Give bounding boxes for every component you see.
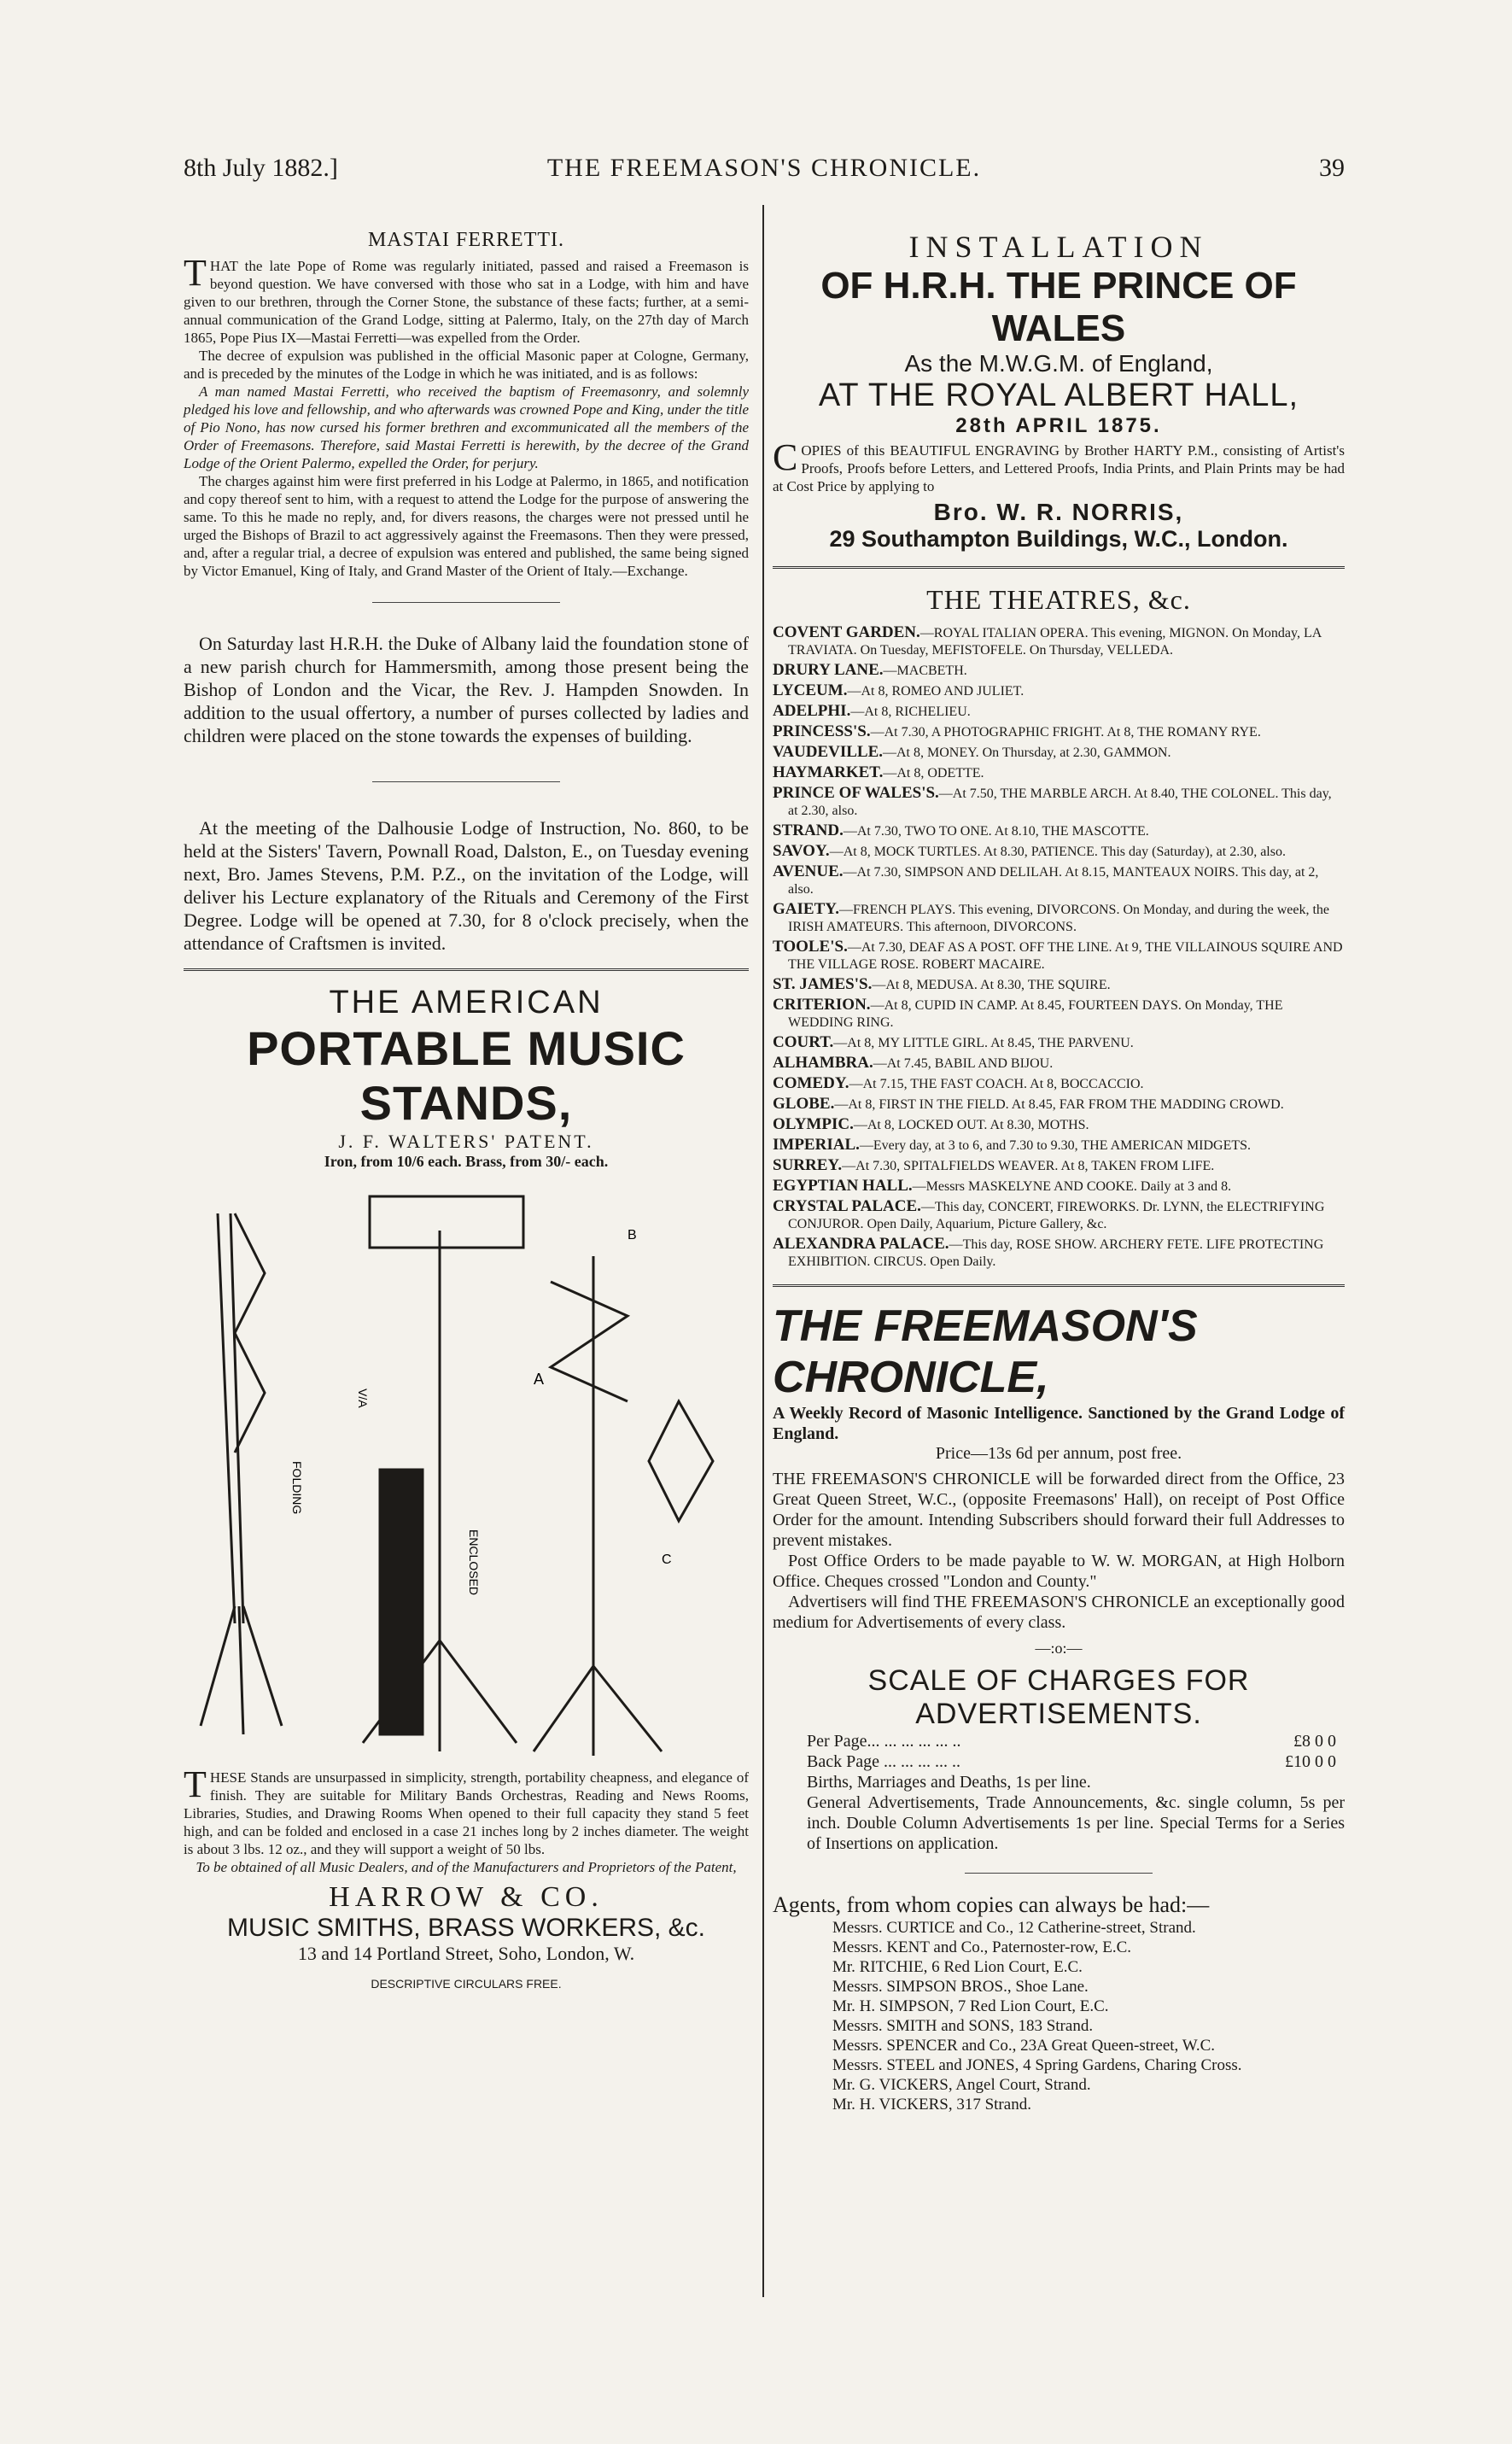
mastai-paragraph-1: THAT the late Pope of Rome was regularly initiated, passed and raised a Freemason is beyond question. We have conversed with those who sat in a Lodge, with him and have given to our brethren, through the Corner Stone, the substance of these facts; further, at a semi-annual communication of the Grand Lodge, sitting at Palermo, Italy, on the 27th day of March 1865, Pope Pius IX—Mastai Ferretti—was expelled from the Order.	[184, 252, 749, 346]
agent-entry: Messrs. STEEL and JONES, 4 Spring Gardens, Charing Cross.	[832, 2056, 1242, 2074]
theatre-details: —At 8, ODETTE.	[883, 766, 984, 781]
ad-address: 13 and 14 Portland Street, Soho, London, W.	[297, 1943, 635, 1964]
charge-row-back-page	[807, 1751, 1336, 1772]
install-body: COPIES of this BEAUTIFUL ENGRAVING by Brother HARTY P.M., consisting of Artist's Proofs, Proofs before Letters, and Lettered Proofs, India Prints, and Plain Prints may be had at Cost Price by applying to	[773, 436, 1345, 494]
page-header	[184, 154, 1345, 195]
theatres-title: THE THEATRES, &c.	[926, 584, 1191, 615]
agents-list	[773, 1918, 1345, 2114]
install-title: INSTALLATION	[908, 230, 1209, 264]
theatre-name: ST. JAMES'S.	[773, 975, 873, 993]
theatre-entry	[773, 1055, 1345, 1073]
theatre-name: ALHAMBRA.	[773, 1054, 873, 1072]
agent-entry: Messrs. SIMPSON BROS., Shoe Lane.	[832, 1978, 1089, 1996]
label-c: C	[662, 1552, 672, 1567]
theatre-name: TOOLE'S.	[773, 938, 848, 956]
theatre-name: PRINCE OF WALES'S.	[773, 784, 939, 802]
agent-entry: Messrs. SPENCER and Co., 23A Great Queen-street, W.C.	[832, 2037, 1216, 2055]
theatre-entry	[773, 1178, 1345, 1196]
theatre-details: —At 7.30, SPITALFIELDS WEAVER. At 8, TAKEN FROM LIFE.	[842, 1159, 1215, 1173]
section-rule	[372, 781, 560, 782]
install-hall: AT THE ROYAL ALBERT HALL,	[818, 377, 1299, 413]
theatre-details: —At 7.30, TWO TO ONE. At 8.10, THE MASCOTTE.	[843, 824, 1149, 839]
theatre-details: —At 7.30, A PHOTOGRAPHIC FRIGHT. At 8, THE ROMANY RYE.	[870, 725, 1261, 740]
theatre-details: —At 7.15, THE FAST COACH. At 8, BOCCACCIO.	[849, 1077, 1144, 1091]
agent-entry: Mr. H. VICKERS, 317 Strand.	[832, 2096, 1031, 2114]
chronicle-sub: A Weekly Record of Masonic Intelligence. Sanctioned by the Grand Lodge of England.	[773, 1404, 1345, 1443]
charge-label: Back Page ... ... ... ... ..	[807, 1752, 960, 1771]
theatre-entry	[773, 764, 1345, 782]
left-column	[184, 229, 749, 1991]
double-rule	[184, 968, 749, 971]
theatre-entry	[773, 744, 1345, 762]
theatre-details: —At 7.45, BABIL AND BIJOU.	[873, 1056, 1054, 1071]
right-column	[773, 229, 1345, 2114]
page-number: 39	[1319, 154, 1345, 182]
music-stand-illustration	[184, 1179, 749, 1760]
theatre-name: COVENT GARDEN.	[773, 623, 920, 641]
theatre-details: —At 8, ROMEO AND JULIET.	[847, 684, 1025, 699]
theatre-entry	[773, 997, 1345, 1032]
label-b: B	[628, 1228, 637, 1242]
theatre-entry	[773, 1075, 1345, 1093]
agent-entry: Mr. H. SIMPSON, 7 Red Lion Court, E.C.	[832, 1997, 1109, 2015]
masthead-title: THE FREEMASON'S CHRONICLE.	[546, 154, 982, 182]
albany-paragraph: On Saturday last H.R.H. the Duke of Albany laid the foundation stone of a new parish church for Hammersmith, among those present being the Bishop of London and the Vicar, the Rev. J. Hampden Snowden. In addition to the usual offertory, a number of purses collected by ladies and children were placed on the stone towards the expenses of building.	[184, 633, 749, 746]
theatre-details: —At 8, LOCKED OUT. At 8.30, MOTHS.	[853, 1118, 1089, 1132]
charge-value: £8 0 0	[1293, 1732, 1336, 1751]
install-date: 28th APRIL 1875.	[955, 414, 1162, 437]
theatre-entry	[773, 1034, 1345, 1052]
theatre-name: AVENUE.	[773, 862, 844, 880]
theatre-entry	[773, 976, 1345, 994]
theatre-details: —This day, ROSE SHOW. ARCHERY FETE. LIFE PROTECTING EXHIBITION. CIRCUS. Open Daily.	[788, 1237, 1324, 1269]
theatre-name: SAVOY.	[773, 842, 830, 860]
install-mwgm: As the M.W.G.M. of England,	[904, 350, 1213, 377]
charges-general: General Advertisements, Trade Announcements, &c. single column, 5s per inch. Double Column Advertisements 1s per line. Special Terms for a Series of Insertions on application.	[807, 1793, 1345, 1853]
theatre-details: —At 8, MEDUSA. At 8.30, THE SQUIRE.	[872, 978, 1111, 992]
issue-date: 8th July 1882.]	[184, 154, 338, 182]
charge-value: £10 0 0	[1285, 1752, 1336, 1771]
label-a: A	[534, 1371, 545, 1388]
theatre-details: —At 7.30, DEAF AS A POST. OFF THE LINE. At 9, THE VILLAINOUS SQUIRE AND THE VILLAGE ROSE. ROBERT MACAIRE.	[788, 940, 1343, 972]
theatre-name: STRAND.	[773, 821, 844, 839]
label-folding: FOLDING	[290, 1461, 304, 1515]
install-norris: Bro. W. R. NORRIS,	[933, 499, 1184, 525]
theatre-list	[773, 624, 1345, 1271]
charge-label: Per Page... ... ... ... ... ..	[807, 1732, 961, 1751]
chronicle-price: Price—13s 6d per annum, post free.	[935, 1444, 1182, 1463]
agent-entry: Messrs. CURTICE and Co., 12 Catherine-street, Strand.	[832, 1919, 1196, 1937]
theatre-details: —FRENCH PLAYS. This evening, DIVORCONS. On Monday, and during the week, the IRISH AMATEURS. This afternoon, DIVORCONS.	[788, 903, 1330, 934]
ad-patent: J. F. WALTERS' PATENT.	[338, 1131, 594, 1152]
theatre-details: —At 8, RICHELIEU.	[850, 705, 971, 719]
dalhousie-paragraph: At the meeting of the Dalhousie Lodge of Instruction, No. 860, to be held at the Sisters' Tavern, Pownall Road, Dalston, E., on Tuesday evening next, Bro. James Stevens, P.M. P.Z., on the invitation of the Lodge, will deliver his Lecture explanatory of the Rituals and Ceremony of the First Degree. Lodge will be opened at 7.30, for 8 o'clock precisely, when the attendance of Craftsmen is invited.	[184, 817, 749, 954]
theatre-name: CRITERION.	[773, 996, 871, 1014]
agent-entry: Messrs. KENT and Co., Paternoster-row, E.C.	[832, 1938, 1132, 1956]
theatre-details: —Every day, at 3 to 6, and 7.30 to 9.30, THE AMERICAN MIDGETS.	[859, 1138, 1252, 1153]
ad-heading-2: PORTABLE MUSIC STANDS,	[247, 1021, 686, 1130]
theatre-entry	[773, 703, 1345, 721]
theatre-details: —At 7.50, THE MARBLE ARCH. At 8.40, THE COLONEL. This day, at 2.30, also.	[788, 786, 1332, 818]
mastai-paragraph-2: The decree of expulsion was published in the official Masonic paper at Cologne, Germany, and is preceded by the minutes of the Lodge in which he was initiated, and is as follows:	[184, 348, 749, 382]
theatre-name: LYCEUM.	[773, 681, 848, 699]
theatre-entry	[773, 938, 1345, 974]
theatre-name: OLYMPIC.	[773, 1115, 854, 1133]
theatre-details: —ROYAL ITALIAN OPERA. This evening, MIGNON. On Monday, LA TRAVIATA. On Tuesday, MEFISTOFELE. On Thursday, VELLEDA.	[788, 626, 1322, 658]
ad-prices: Iron, from 10/6 each. Brass, from 30/- each.	[324, 1153, 609, 1170]
mastai-paragraph-3: A man named Mastai Ferretti, who received the baptism of Freemasonry, and solemnly pledged his love and fellowship, and who afterwards was crowned Pope and King, under the title of Pio Nono, has now cursed his former brethren and excommunicated all the members of the Order of Freemasons. Therefore, said Mastai Ferretti is herewith, by the decree of the Grand Lodge of the Orient Palermo, expelled the Order, for perjury.	[184, 383, 749, 471]
agent-entry: Mr. RITCHIE, 6 Red Lion Court, E.C.	[832, 1958, 1083, 1976]
chronicle-p1: THE FREEMASON'S CHRONICLE will be forwarded direct from the Office, 23 Great Queen Street, W.C., (opposite Freemasons' Hall), on receipt of Post Office Order for the amount. Intending Subscribers should forward their full Addresses to prevent mistakes.	[773, 1470, 1345, 1550]
theatre-name: VAUDEVILLE.	[773, 743, 883, 761]
ad-circulars: DESCRIPTIVE CIRCULARS FREE.	[371, 1977, 562, 1991]
theatre-name: COURT.	[773, 1033, 834, 1051]
theatre-details: —At 8, FIRST IN THE FIELD. At 8.45, FAR FROM THE MADDING CROWD.	[834, 1097, 1284, 1112]
column-divider	[762, 205, 764, 2297]
ad-trade: MUSIC SMITHS, BRASS WORKERS, &c.	[226, 1914, 706, 1942]
chronicle-sep: —:o:—	[1035, 1640, 1083, 1657]
theatre-entry	[773, 682, 1345, 700]
theatre-details: —At 8, MY LITTLE GIRL. At 8.45, THE PARVENU.	[833, 1036, 1134, 1050]
music-stands-drawing	[184, 1179, 749, 1760]
theatre-name: HAYMARKET.	[773, 763, 884, 781]
theatre-entry	[773, 843, 1345, 861]
theatre-entry	[773, 1116, 1345, 1134]
chronicle-p2: Post Office Orders to be made payable to W. W. MORGAN, at High Holborn Office. Cheques crossed "London and County."	[773, 1552, 1345, 1591]
theatre-name: EGYPTIAN HALL.	[773, 1177, 913, 1195]
label-va: V/A	[356, 1389, 370, 1408]
theatre-entry	[773, 624, 1345, 659]
theatre-name: ADELPHI.	[773, 702, 851, 720]
theatre-details: —Messrs MASKELYNE AND COOKE. Daily at 3 and 8.	[912, 1179, 1232, 1194]
ad-firm: HARROW & CO.	[329, 1881, 604, 1913]
agents-title: Agents, from whom copies can always be had:—	[773, 1892, 1210, 1917]
theatre-entry	[773, 1096, 1345, 1114]
agent-entry: Messrs. SMITH and SONS, 183 Strand.	[832, 2017, 1094, 2035]
agent-entry: Mr. G. VICKERS, Angel Court, Strand.	[832, 2076, 1091, 2094]
theatre-details: —At 7.30, SIMPSON AND DELILAH. At 8.15, MANTEAUX NOIRS. This day, at 2, also.	[788, 865, 1319, 897]
theatre-entry	[773, 785, 1345, 820]
theatre-entry	[773, 1157, 1345, 1175]
mastai-title: MASTAI FERRETTI.	[367, 229, 565, 251]
ad-body: THESE Stands are unsurpassed in simplicity, strength, portability cheapness, and elegance of finish. They are suitable for Military Bands Orchestras, Reading and News Rooms, Libraries, Studies, and Drawing Rooms When opened to their full capacity they stand 5 feet high, and can be folded and enclosed in a case 21 inches long by 2 inches diameter. The weight is about 3 lbs. 12 oz., and they will support a weight of 50 lbs.	[184, 1763, 749, 1857]
theatre-details: —At 8, MONEY. On Thursday, at 2.30, GAMMON.	[883, 745, 1171, 760]
theatre-details: —At 8, MOCK TURTLES. At 8.30, PATIENCE. This day (Saturday), at 2.30, also.	[829, 845, 1286, 859]
ad-heading-1: THE AMERICAN	[329, 985, 604, 1020]
label-enclosed: ENCLOSED	[467, 1529, 481, 1596]
theatre-name: GLOBE.	[773, 1095, 835, 1113]
charge-row-per-page	[807, 1731, 1336, 1751]
theatre-entry	[773, 863, 1345, 898]
theatre-name: COMEDY.	[773, 1074, 849, 1092]
double-rule	[773, 1284, 1345, 1287]
theatre-entry	[773, 822, 1345, 840]
double-rule	[773, 566, 1345, 569]
theatre-name: DRURY LANE.	[773, 661, 884, 679]
section-rule	[965, 1873, 1153, 1874]
theatre-entry	[773, 662, 1345, 680]
section-rule	[372, 602, 560, 603]
charges-births: Births, Marriages and Deaths, 1s per line.	[807, 1773, 1091, 1792]
theatre-details: —At 8, CUPID IN CAMP. At 8.45, FOURTEEN DAYS. On Monday, THE WEDDING RING.	[788, 998, 1283, 1030]
theatre-name: CRYSTAL PALACE.	[773, 1197, 921, 1215]
theatre-name: PRINCESS'S.	[773, 722, 871, 740]
theatre-details: —This day, CONCERT, FIREWORKS. Dr. LYNN, the ELECTRIFYING CONJUROR. Open Daily, Aquarium, Picture Gallery, &c.	[788, 1200, 1325, 1231]
theatre-name: SURREY.	[773, 1156, 843, 1174]
mastai-paragraph-4: The charges against him were first preferred in his Lodge at Palermo, in 1865, and notification and copy thereof sent to him, with a request to attend the Lodge for the purpose of answering the same. To this he made no reply, and, for divers reasons, the charges were not pressed until he urged the Bishops of Brazil to act aggressively against the Freemasons. Then they were pressed, and, after a regular trial, a decree of expulsion was entered and published, the same being signed by Victor Emanuel, King of Italy, and Grand Master of the Orient of Italy.—Exchange.	[184, 473, 749, 579]
theatre-name: ALEXANDRA PALACE.	[773, 1235, 949, 1253]
chronicle-p3: Advertisers will find THE FREEMASON'S CHRONICLE an exceptionally good medium for Advertisements of every class.	[773, 1593, 1345, 1632]
theatre-entry	[773, 723, 1345, 741]
theatre-entry	[773, 901, 1345, 936]
theatre-name: GAIETY.	[773, 900, 839, 918]
theatre-details: —MACBETH.	[883, 664, 967, 678]
charges-title: SCALE OF CHARGES FOR ADVERTISEMENTS.	[867, 1664, 1250, 1730]
theatre-entry	[773, 1236, 1345, 1271]
theatre-entry	[773, 1137, 1345, 1155]
install-address: 29 Southampton Buildings, W.C., London.	[829, 526, 1288, 552]
ad-obtain: To be obtained of all Music Dealers, and of the Manufacturers and Proprietors of the Patent,	[196, 1859, 737, 1875]
theatre-entry	[773, 1198, 1345, 1233]
install-prince: OF H.R.H. THE PRINCE OF WALES	[820, 265, 1297, 349]
theatre-name: IMPERIAL.	[773, 1136, 860, 1154]
chronicle-title: THE FREEMASON'S CHRONICLE,	[773, 1301, 1198, 1402]
